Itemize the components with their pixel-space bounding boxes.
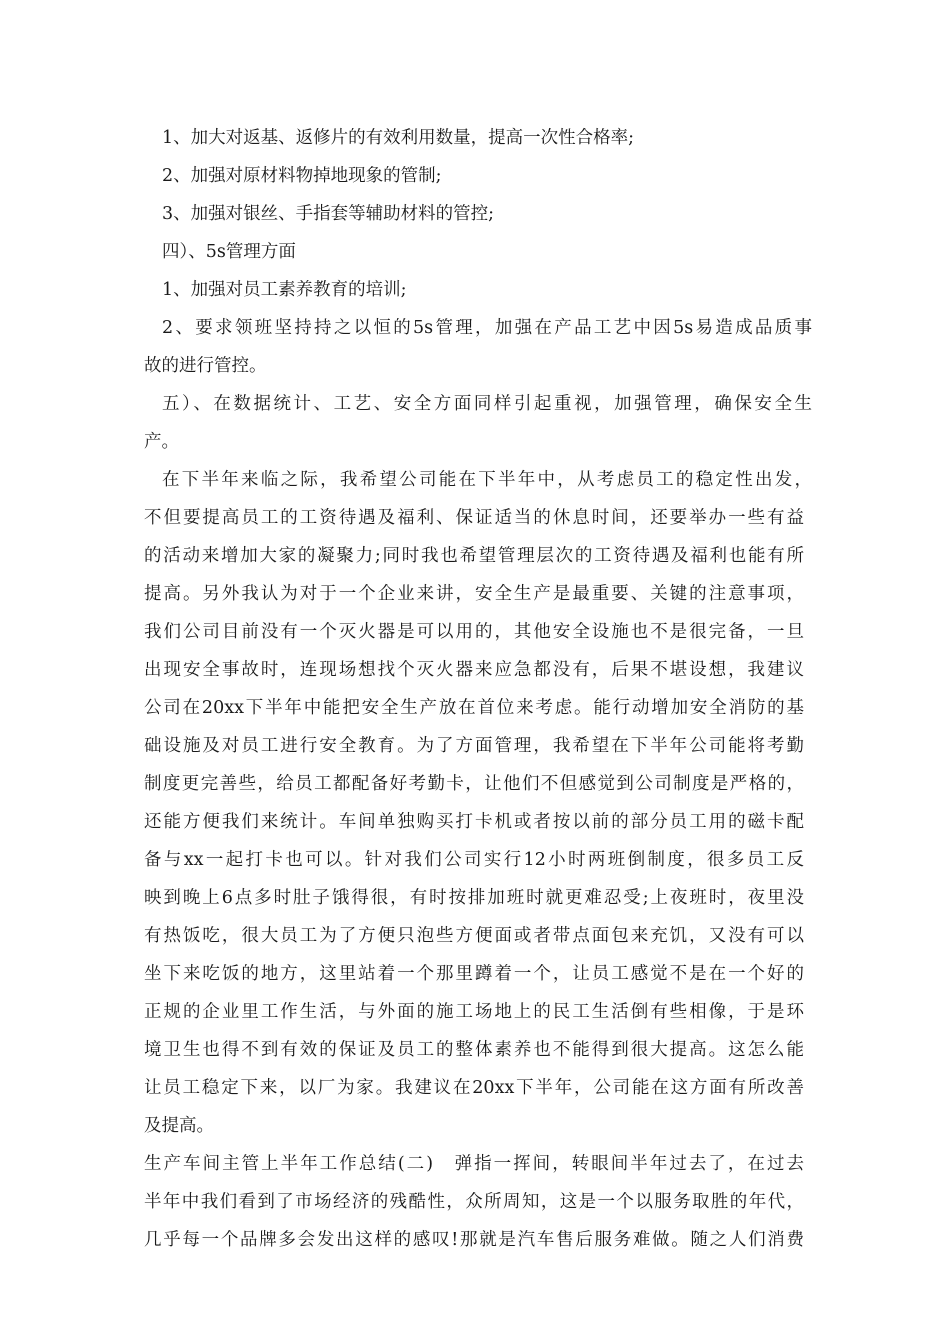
paragraph-line: 还能方便我们来统计。车间单独购买打卡机或者按以前的部分员工用的磁卡配 bbox=[144, 812, 804, 832]
paragraph-line: 生产车间主管上半年工作总结(二) 弹指一挥间，转眼间半年过去了，在过去 bbox=[144, 1154, 804, 1174]
paragraph-line: 有热饭吃，很大员工为了方便只泡些方便面或者带点面包来充饥，又没有可以 bbox=[144, 926, 804, 946]
paragraph-line: 我们公司目前没有一个灭火器是可以用的，其他安全设施也不是很完备，一旦 bbox=[144, 622, 804, 642]
paragraph-line: 坐下来吃饭的地方，这里站着一个那里蹲着一个，让员工感觉不是在一个好的 bbox=[144, 964, 804, 984]
list-item: 2、要求领班坚持持之以恒的5s管理，加强在产品工艺中因5s易造成品质事 bbox=[162, 318, 812, 338]
paragraph-line: 公司在20xx下半年中能把安全生产放在首位来考虑。能行动增加安全消防的基 bbox=[144, 698, 804, 718]
paragraph-line: 映到晚上6点多时肚子饿得很，有时按排加班时就更难忍受;上夜班时，夜里没 bbox=[144, 888, 804, 908]
section-heading: 四）、5s管理方面 bbox=[162, 242, 296, 262]
list-item: 1、加大对返基、返修片的有效利用数量，提高一次性合格率; bbox=[162, 128, 635, 148]
paragraph-line: 础设施及对员工进行安全教育。为了方面管理，我希望在下半年公司能将考勤 bbox=[144, 736, 804, 756]
list-item: 2、加强对原材料物掉地现象的管制; bbox=[162, 166, 442, 186]
paragraph-line: 制度更完善些，给员工都配备好考勤卡，让他们不但感觉到公司制度是严格的， bbox=[144, 774, 804, 794]
paragraph-line: 境卫生也得不到有效的保证及员工的整体素养也不能得到很大提高。这怎么能 bbox=[144, 1040, 804, 1060]
list-item: 1、加强对员工素养教育的培训; bbox=[162, 280, 407, 300]
section-heading-continuation: 产。 bbox=[144, 432, 179, 452]
paragraph-line: 提高。另外我认为对于一个企业来讲，安全生产是最重要、关键的注意事项， bbox=[144, 584, 804, 604]
list-item-continuation: 故的进行管控。 bbox=[144, 356, 267, 376]
paragraph-line: 出现安全事故时，连现场想找个灭火器来应急都没有，后果不堪设想，我建议 bbox=[144, 660, 804, 680]
paragraph-line: 的活动来增加大家的凝聚力;同时我也希望管理层次的工资待遇及福利也能有所 bbox=[144, 546, 804, 566]
paragraph-line: 让员工稳定下来，以厂为家。我建议在20xx下半年，公司能在这方面有所改善 bbox=[144, 1078, 804, 1098]
paragraph-line: 几乎每一个品牌多会发出这样的感叹!那就是汽车售后服务难做。随之人们消费 bbox=[144, 1230, 804, 1250]
section-heading: 五）、在数据统计、工艺、安全方面同样引起重视，加强管理，确保安全生 bbox=[162, 394, 812, 414]
paragraph-line: 备与xx一起打卡也可以。针对我们公司实行12小时两班倒制度，很多员工反 bbox=[144, 850, 804, 870]
paragraph-line: 在下半年来临之际，我希望公司能在下半年中，从考虑员工的稳定性出发， bbox=[162, 470, 812, 490]
list-item: 3、加强对银丝、手指套等辅助材料的管控; bbox=[162, 204, 495, 224]
paragraph-line: 半年中我们看到了市场经济的残酷性，众所周知，这是一个以服务取胜的年代， bbox=[144, 1192, 804, 1212]
paragraph-line: 不但要提高员工的工资待遇及福利、保证适当的休息时间，还要举办一些有益 bbox=[144, 508, 804, 528]
paragraph-line: 及提高。 bbox=[144, 1116, 214, 1136]
paragraph-line: 正规的企业里工作生活，与外面的施工场地上的民工生活倒有些相像，于是环 bbox=[144, 1002, 804, 1022]
